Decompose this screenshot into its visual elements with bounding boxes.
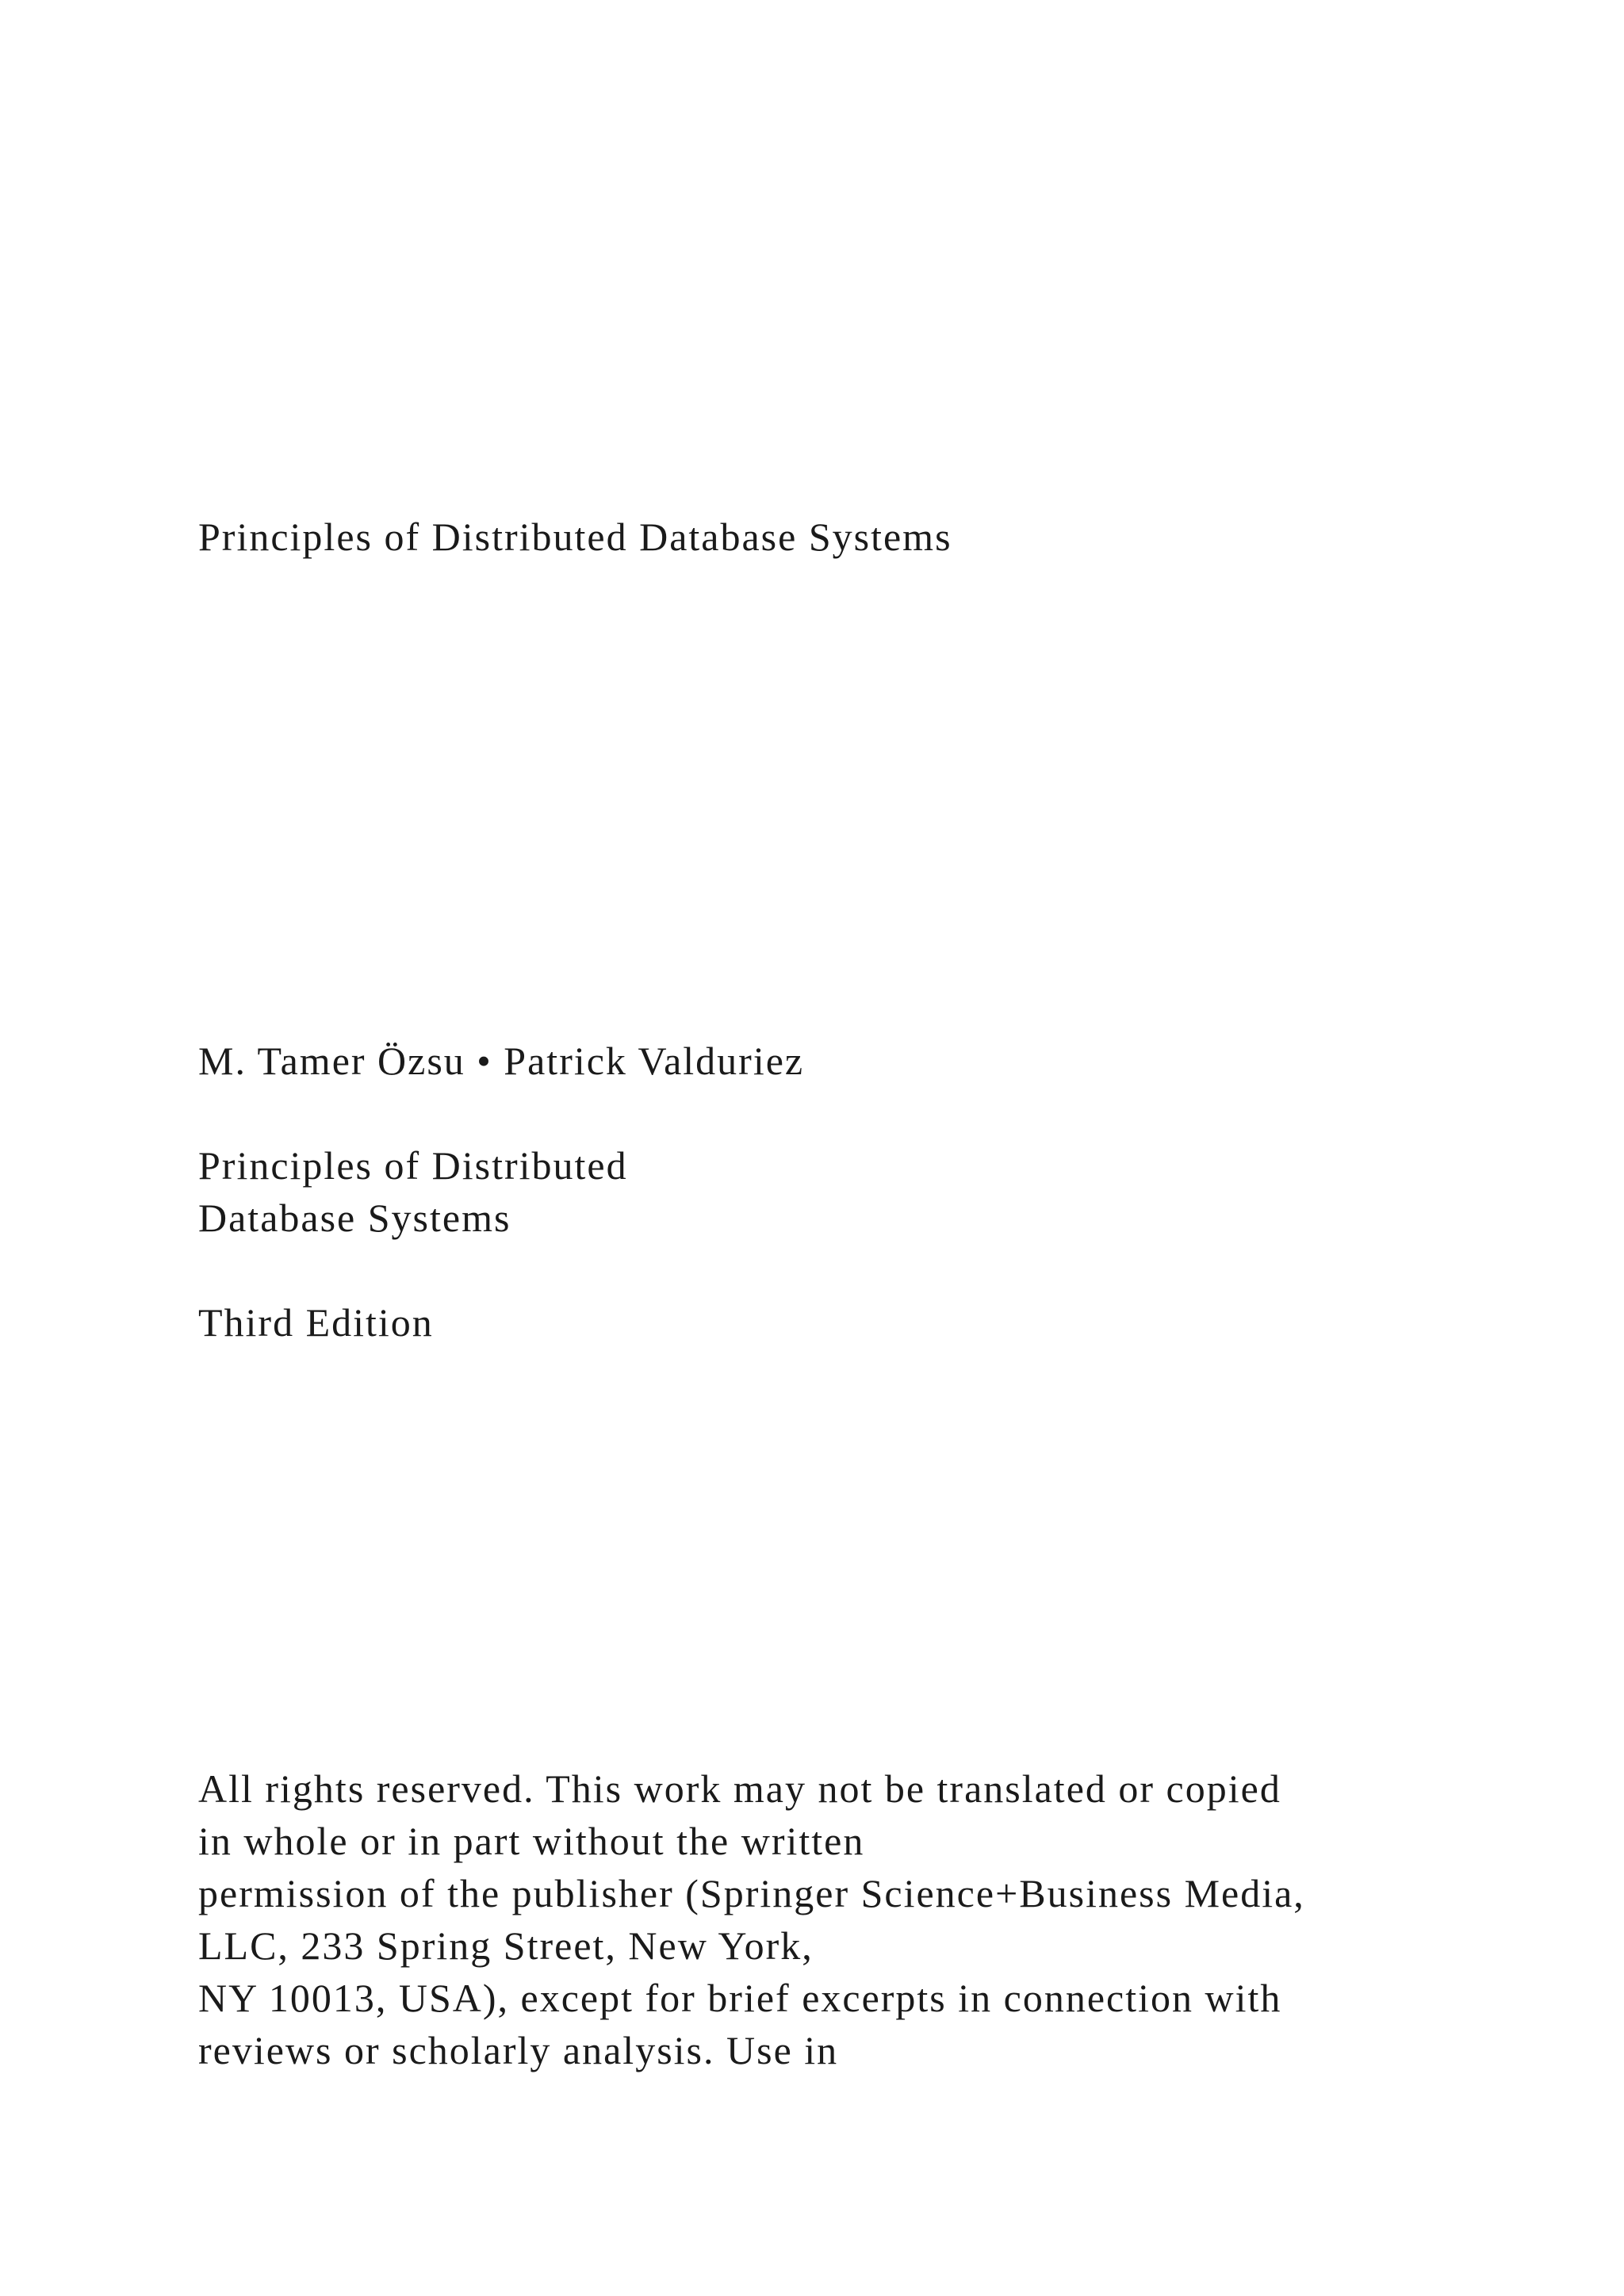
half-title: Principles of Distributed Database Systems — [198, 515, 952, 559]
copyright-line: LLC, 233 Spring Street, New York, — [198, 1923, 814, 1968]
title-line-1: Principles of Distributed — [198, 1143, 628, 1188]
title-line-2: Database Systems — [198, 1196, 511, 1240]
copyright-line: All rights reserved. This work may not be translated or copied — [198, 1766, 1281, 1811]
edition-line: Third Edition — [198, 1300, 434, 1345]
authors-line: M. Tamer Özsu • Patrick Valduriez — [198, 1039, 805, 1083]
copyright-line: reviews or scholarly analysis. Use in — [198, 2028, 839, 2072]
copyright-line: NY 10013, USA), except for brief excerpts in connection with — [198, 1976, 1282, 2020]
copyright-notice — [198, 1762, 1305, 2076]
copyright-line: permission of the publisher (Springer Science+Business Media, — [198, 1871, 1305, 1915]
copyright-line: in whole or in part without the written — [198, 1819, 865, 1863]
